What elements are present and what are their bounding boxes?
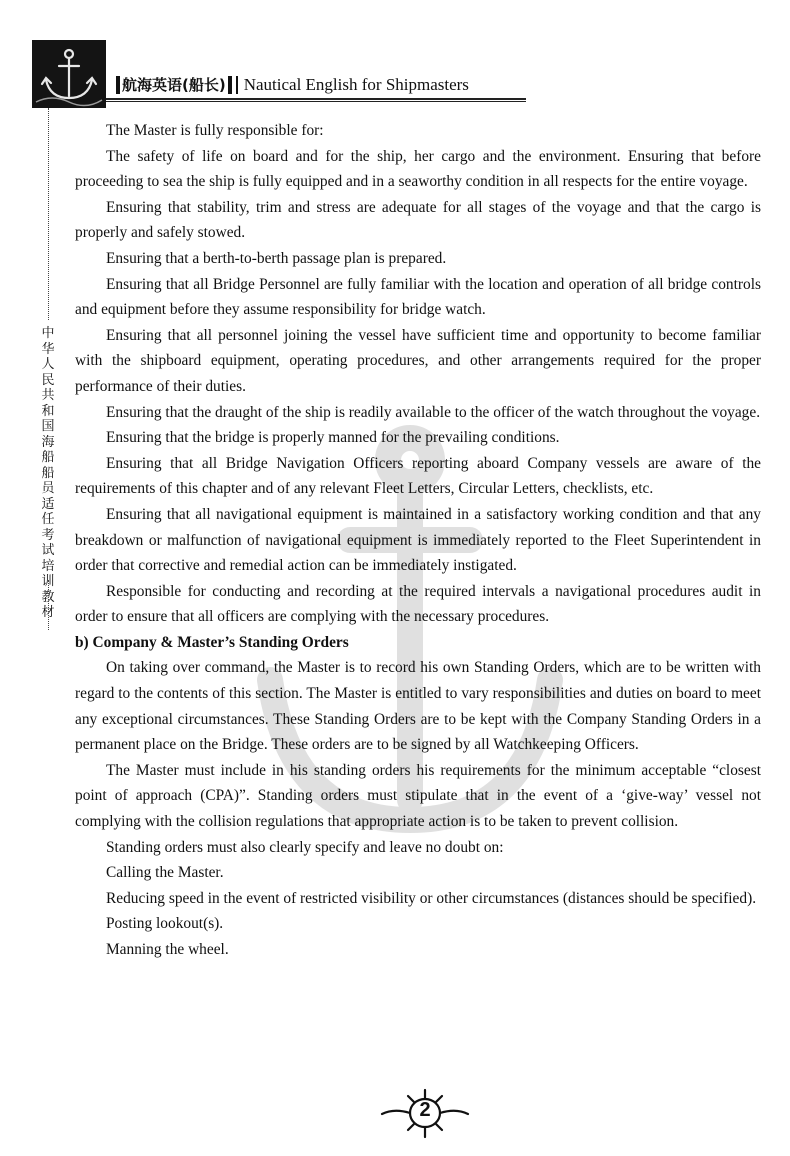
paragraph: Ensuring that all Bridge Personnel are fully familiar with the location and operation of all bridge controls and equipment before they assume responsibility for bridge watch. (75, 275, 761, 319)
paragraph: On taking over command, the Master is to record his own Standing Orders, which are to be written with regard to the contents of this section. The Master is entitled to vary responsibilities and duties on board to meet any exceptional circumstances. These Standing Orders are to be kept with the Company Standing Orders in a permanent place on the Bridge. These orders are to be signed by all Watchkeeping Officers. (75, 659, 761, 754)
paragraph: Ensuring that the bridge is properly manned for the prevailing conditions. (106, 429, 560, 447)
paragraph: Calling the Master. (106, 864, 224, 882)
paragraph: Ensuring that stability, trim and stress are adequate for all stages of the voyage and that the cargo is properly and safely stowed. (75, 198, 761, 242)
paragraph: The safety of life on board and for the ship, her cargo and the environment. Ensuring that before proceeding to sea the ship is fully equipped and in a seaworthy condition in all respects for the entire voyage. (75, 147, 761, 191)
paragraph: Manning the wheel. (106, 941, 229, 958)
side-dotted-line (48, 580, 49, 630)
header-bar (228, 76, 232, 94)
header-title-english: Nautical English for Shipmasters (243, 74, 469, 94)
paragraph: Reducing speed in the event of restricted visibility or other circumstances (distances should be specified). (106, 889, 757, 907)
header-bar-thin (236, 76, 238, 94)
running-header (114, 74, 469, 95)
paragraph: Responsible for conducting and recording at the required intervals a navigational procedures audit in order to ensure that all officers are complying with the necessary procedures. (75, 582, 761, 626)
paragraph: The Master is fully responsible for: (106, 122, 324, 139)
section-heading: b) Company & Master’s Standing Orders (75, 633, 349, 651)
paragraph: Posting lookout(s). (106, 915, 224, 933)
page-body (75, 118, 761, 963)
side-dotted-line (48, 108, 49, 320)
anchor-icon (32, 40, 106, 108)
paragraph: Standing orders must also clearly specify and leave no doubt on: (106, 838, 504, 856)
paragraph: Ensuring that a berth-to-berth passage plan is prepared. (106, 249, 447, 267)
page-number-ornament (380, 1086, 470, 1142)
paragraph: Ensuring that the draught of the ship is readily available to the officer of the watch throughout the voyage. (106, 403, 761, 421)
paragraph: The Master must include in his standing orders his requirements for the minimum acceptable “closest point of approach (CPA)”. Standing orders must stipulate that in the event of a ‘give-way’ vessel not complying with the collision regulations that appropriate action is to be taken to prevent collision. (75, 761, 761, 831)
header-title-chinese: 航海英语(船长) (122, 76, 226, 94)
paragraph: Ensuring that all personnel joining the vessel have sufficient time and opportunity to become familiar with the shipboard equipment, operating procedures, and other arrangements required for the proper performance of their duties. (75, 326, 761, 395)
book-logo (32, 40, 106, 108)
paragraph: Ensuring that all Bridge Navigation Officers reporting aboard Company vessels are aware of the requirements of this chapter and of any relevant Fleet Letters, Circular Letters, checklists, etc. (75, 454, 761, 498)
paragraph: Ensuring that all navigational equipment is maintained in a satisfactory working condition and that any breakdown or malfunction of navigational equipment is immediately reported to the Fleet Superintendent in order that corrective and remedial action can be immediately instigated. (75, 505, 761, 575)
page-number: 2 (419, 1099, 431, 1121)
side-series-label: 中华人民共和国海船船员适任考试培训教材 (41, 326, 55, 620)
header-bar (116, 76, 120, 94)
header-rule-thin (106, 101, 526, 102)
header-rule (106, 98, 526, 100)
